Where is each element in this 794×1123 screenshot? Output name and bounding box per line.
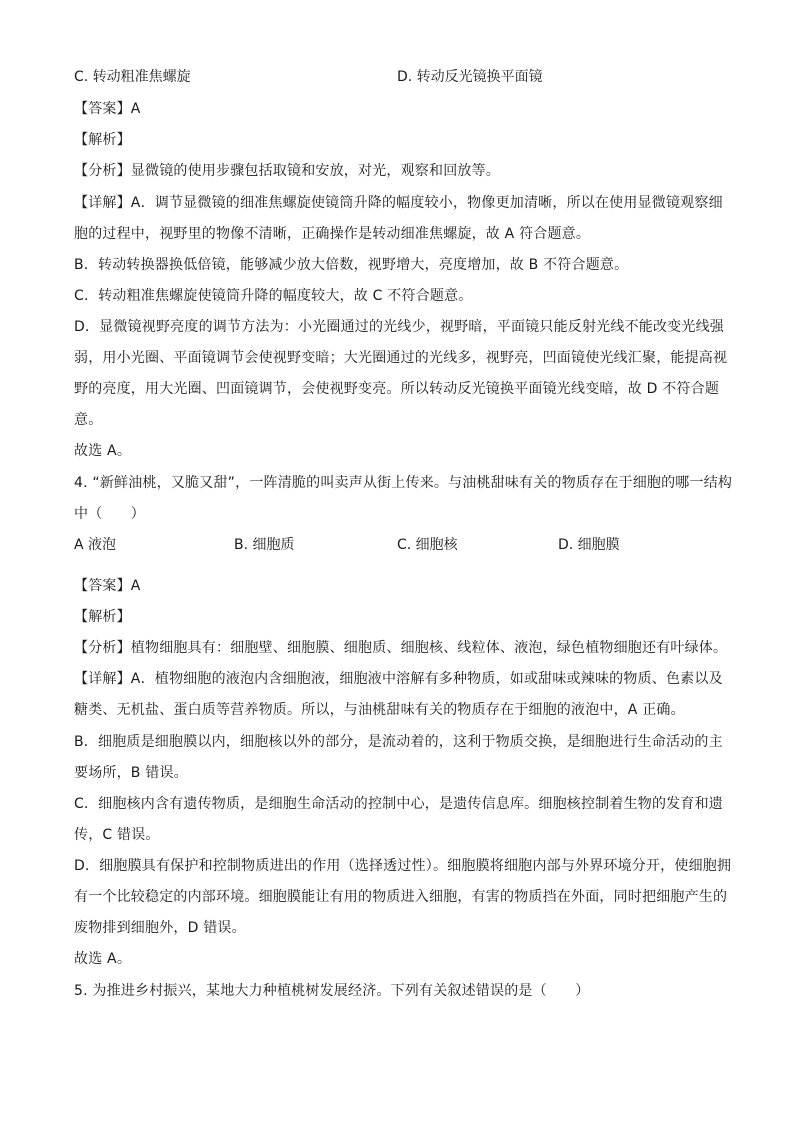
q3-option-c: C. 转动粗准焦螺旋 <box>74 69 191 85</box>
q4-detail-line: 有一个比较稳定的内部环境。细胞膜能让有用的物质进入细胞，有害的物质挡在外面，同时把细胞产生的 <box>74 889 728 905</box>
q3-detail-line: 【详解】A．调节显微镜的细准焦螺旋使镜筒升降的幅度较小，物像更加清晰，所以在使用显微镜观察细 <box>74 195 723 211</box>
q4-analysis-label: 【解析】 <box>74 609 131 625</box>
q3-detail-line: 胞的过程中，视野里的物像不清晰，正确操作是转动细准焦螺旋，故 A 符合题意。 <box>74 226 591 242</box>
q4-option-b: B. 细胞质 <box>234 537 295 553</box>
q4-detail-line: 传，C 错误。 <box>74 827 160 843</box>
q4-analysis-summary: 【分析】植物细胞具有：细胞壁、细胞膜、细胞质、细胞核、线粒体、液泡，绿色植物细胞还有叶绿体。 <box>74 640 728 656</box>
q4-option-d: D. 细胞膜 <box>558 537 620 553</box>
q4-option-c: C. 细胞核 <box>397 537 458 553</box>
q3-analysis-summary: 【分析】显微镜的使用步骤包括取镜和安放，对光，观察和回放等。 <box>74 163 500 179</box>
q3-detail-line: D．显微镜视野亮度的调节方法为：小光圈通过的光线少，视野暗，平面镜只能反射光线不能改变光线强 <box>74 319 724 335</box>
q3-detail-line: B．转动转换器换低倍镜，能够减少放大倍数，视野增大，亮度增加，故 B 不符合题意。 <box>74 257 629 273</box>
q4-choice: 故选 A。 <box>74 951 132 967</box>
q4-option-a: A 液泡 <box>74 537 117 553</box>
q3-choice: 故选 A。 <box>74 443 132 459</box>
q4-answer: 【答案】A <box>74 578 141 594</box>
q4-detail-line: D．细胞膜具有保护和控制物质进出的作用（选择透过性）。细胞膜将细胞内部与外界环境分开，使细胞拥 <box>74 858 732 874</box>
q4-detail-line: 【详解】A．植物细胞的液泡内含细胞液，细胞液中溶解有多种物质，如或甜味或辣味的物质、色素以及 <box>74 671 723 687</box>
q3-answer: 【答案】A <box>74 101 141 117</box>
q3-option-d: D. 转动反光镜换平面镜 <box>397 69 543 85</box>
q3-detail-line: C．转动粗准焦螺旋使镜筒升降的幅度较大，故 C 不符合题意。 <box>74 288 473 304</box>
q4-detail-line: 糖类、无机盐、蛋白质等营养物质。所以，与油桃甜味有关的物质存在于细胞的液泡中，A 正确。 <box>74 702 685 718</box>
q3-detail-line: 弱，用小光圈、平面镜调节会使视野变暗；大光圈通过的光线多，视野亮，凹面镜使光线汇聚，能提高视 <box>74 350 728 366</box>
q4-stem-line: 中（ ） <box>74 506 145 522</box>
q4-stem-line: 4. “新鲜油桃，又脆又甜”，一阵清脆的叫卖声从街上传来。与油桃甜味有关的物质存在于细胞的哪一结构 <box>74 475 733 491</box>
q4-detail-line: B．细胞质是细胞膜以内，细胞核以外的部分，是流动着的，这利于物质交换，是细胞进行生命活动的主 <box>74 734 723 750</box>
q4-detail-line: C．细胞核内含有遗传物质，是细胞生命活动的控制中心，是遗传信息库。细胞核控制着生物的发育和遗 <box>74 796 723 812</box>
q4-detail-line: 废物排到细胞外，D 错误。 <box>74 920 246 936</box>
q3-detail-line: 意。 <box>74 412 103 428</box>
q5-stem: 5. 为推进乡村振兴，某地大力种植桃树发展经济。下列有关叙述错误的是（ ） <box>74 983 590 999</box>
q3-detail-line: 野的亮度，用大光圈、凹面镜调节，会使视野变亮。所以转动反光镜换平面镜光线变暗，故 D 不符合题 <box>74 381 720 397</box>
q3-analysis-label: 【解析】 <box>74 132 131 148</box>
q4-detail-line: 要场所，B 错误。 <box>74 765 188 781</box>
